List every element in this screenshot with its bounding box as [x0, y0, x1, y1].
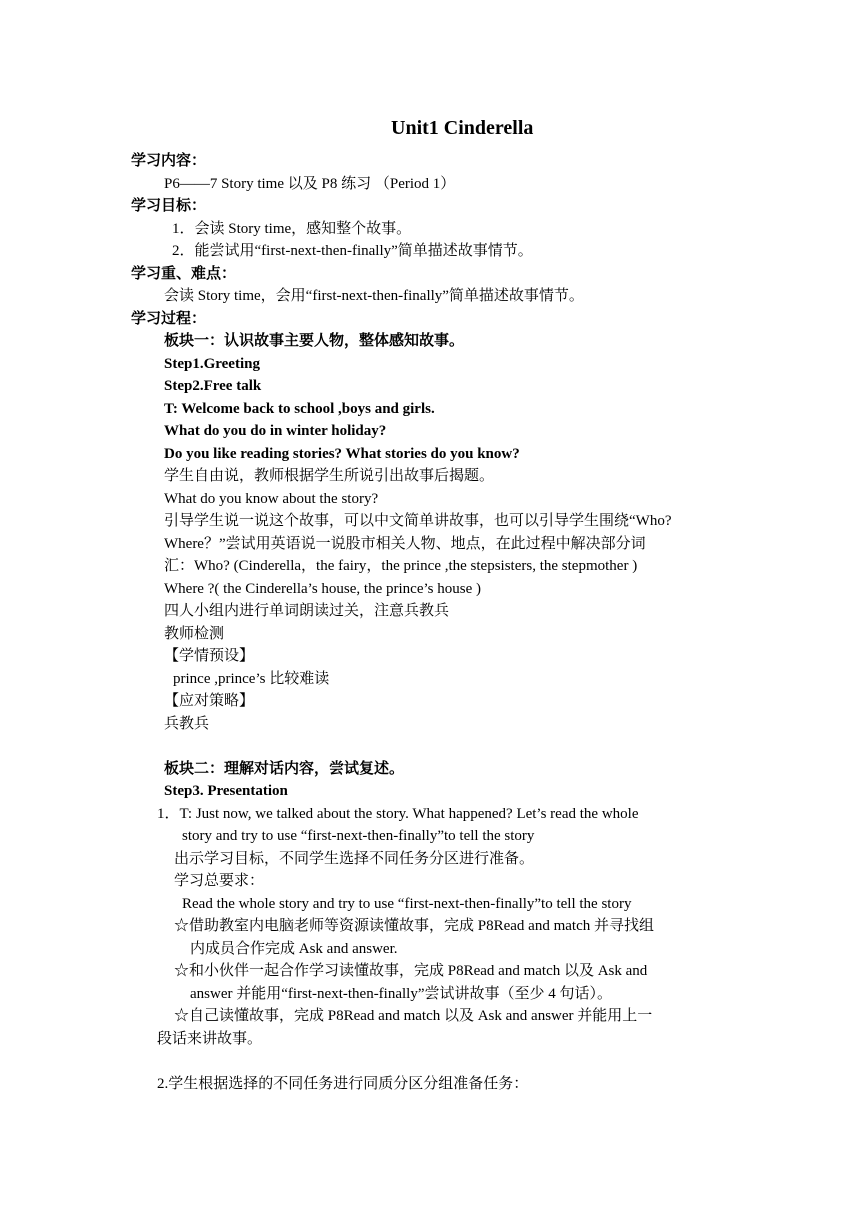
step-label: Step3. Presentation	[164, 783, 288, 799]
strategy-heading: 【应对策略】	[164, 693, 255, 709]
task-option: ☆自己读懂故事，完成 P8Read and match 以及 Ask and answer 并能用上一	[174, 1008, 653, 1024]
goal-item: 1．会读 Story time，感知整个故事。	[172, 221, 412, 237]
task-option: ☆借助教室内电脑老师等资源读懂故事，完成 P8Read and match 并寻找组	[174, 918, 654, 934]
requirement-heading: 学习总要求：	[174, 873, 265, 889]
paragraph-line: 引导学生说一说这个故事，可以中文简单讲故事，也可以引导学生围绕“Who?	[164, 513, 672, 529]
dialogue-line: What do you do in winter holiday?	[164, 423, 387, 439]
paragraph-line: Where ?( the Cinderella’s house, the prince’s house )	[164, 581, 481, 597]
task-option: 段话来讲故事。	[157, 1031, 263, 1047]
document-title: Unit1 Cinderella	[391, 117, 534, 139]
goal-item: 2．能尝试用“first-next-then-finally”简单描述故事情节。	[172, 243, 533, 259]
block1-heading: 板块一：认识故事主要人物，整体感知故事。	[164, 333, 465, 349]
task-option: 内成员合作完成 Ask and answer.	[190, 941, 398, 957]
content-heading: 学习内容：	[131, 153, 207, 169]
paragraph-line: Where？”尝试用英语说一说股市相关人物、地点，在此过程中解决部分词	[164, 536, 646, 552]
block2-heading: 板块二：理解对话内容，尝试复述。	[164, 761, 405, 777]
step-label: Step2.Free talk	[164, 378, 262, 394]
paragraph-line: 出示学习目标，不同学生选择不同任务分区进行准备。	[174, 851, 535, 867]
paragraph-line: 四人小组内进行单词朗读过关，注意兵教兵	[164, 603, 450, 619]
key-heading: 学习重、难点：	[131, 266, 237, 282]
paragraph-line: What do you know about the story?	[164, 491, 379, 507]
preset-text: prince ,prince’s 比较难读	[173, 671, 330, 687]
strategy-text: 兵教兵	[164, 716, 210, 732]
goals-heading: 学习目标：	[131, 198, 207, 214]
paragraph-line: 1．T: Just now, we talked about the story. What happened? Let’s read the whole	[157, 806, 639, 822]
task-option: ☆和小伙伴一起合作学习读懂故事，完成 P8Read and match 以及 Ask and	[174, 963, 648, 979]
process-heading: 学习过程：	[131, 311, 207, 327]
paragraph-line: 汇：Who? (Cinderella，the fairy，the prince ,the stepsisters, the stepmother )	[164, 558, 638, 574]
step-label: Step1.Greeting	[164, 356, 260, 372]
task-option: answer 并能用“first-next-then-finally”尝试讲故事（至少 4 句话）。	[190, 986, 613, 1002]
preset-heading: 【学情预设】	[164, 648, 255, 664]
paragraph-line: 学生自由说，教师根据学生所说引出故事后揭题。	[164, 468, 495, 484]
paragraph-line: story and try to use “first-next-then-finally”to tell the story	[182, 828, 535, 844]
paragraph-line: 2.学生根据选择的不同任务进行同质分区分组准备任务：	[157, 1076, 529, 1092]
dialogue-line: T: Welcome back to school ,boys and girls.	[164, 401, 435, 417]
content-text: P6——7 Story time 以及 P8 练习 （Period 1）	[164, 176, 456, 192]
requirement-text: Read the whole story and try to use “first-next-then-finally”to tell the story	[182, 896, 632, 912]
dialogue-line: Do you like reading stories? What stories do you know?	[164, 446, 520, 462]
key-text: 会读 Story time，会用“first-next-then-finally”简单描述故事情节。	[164, 288, 584, 304]
paragraph-line: 教师检测	[164, 626, 225, 642]
